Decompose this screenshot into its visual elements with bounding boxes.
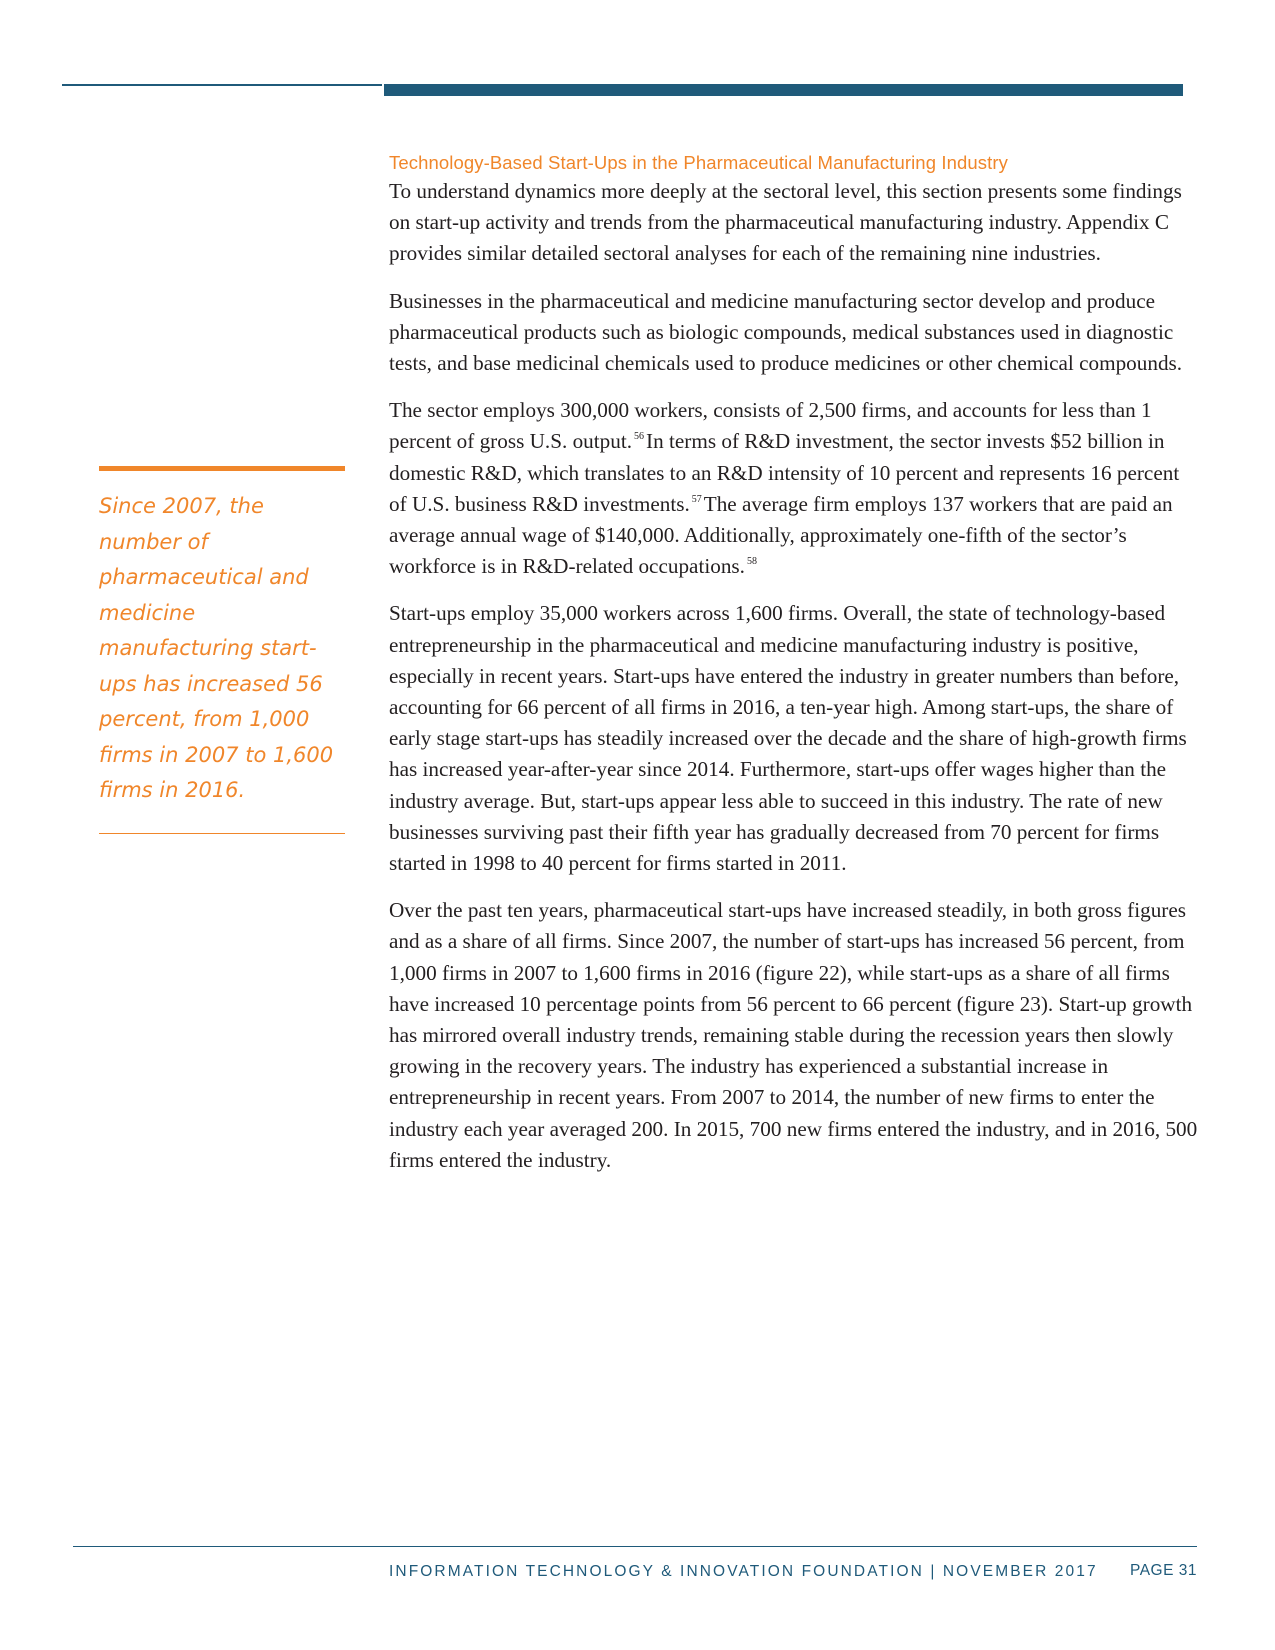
footnote-ref-57[interactable]: 57 xyxy=(691,493,702,505)
footnote-ref-58[interactable]: 58 xyxy=(746,556,757,568)
sector-stats-text-c: The average firm employs 137 workers that are paid an average annual wage of $140,000. Additionally, approximately one-fifth of the sector’s workforce is in R&D-related occupations. xyxy=(389,491,1173,579)
pull-quote-text: Since 2007, the number of pharmaceutical and medicine manufacturing start-ups has increased 56 percent, from 1,000 firms in 2007 to 1,600 firms in 2016. xyxy=(99,494,334,802)
paragraph-startup-trends: Over the past ten years, pharmaceutical start-ups have increased steadily, in both gross figures and as a share of all firms. Since 2007, the number of start-ups has increased 56 percent, from 1,000 firms in 2007 to 1,600 firms in 2016 (figure 22), while start-ups as a share of all firms have increased 10 percentage points from 56 percent to 66 percent (figure 23). Start-up growth has mirrored overall industry trends, remaining stable during the recession years then slowly growing in the recovery years. The industry has experienced a substantial increase in entrepreneurship in recent years. From 2007 to 2014, the number of new firms to enter the industry each year averaged 200. In 2015, 700 new firms entered the industry, and in 2016, 500 firms entered the industry. xyxy=(389,898,1198,1172)
section-heading: Technology-Based Start-Ups in the Pharmaceutical Manufacturing Industry xyxy=(389,152,1008,173)
paragraph-sector-definition: Businesses in the pharmaceutical and medicine manufacturing sector develop and produce pharmaceutical products such as biologic compounds, medical substances used in diagnostic tests, and base medicinal chemicals used to produce medicines or other chemical compounds. xyxy=(389,288,1183,376)
footer-rule xyxy=(73,1546,1197,1547)
footer-publisher: INFORMATION TECHNOLOGY & INNOVATION FOUNDATION | NOVEMBER 2017 xyxy=(389,1563,1098,1580)
paragraph-sector-stats xyxy=(389,395,1201,582)
pull-quote xyxy=(99,466,345,834)
sector-stats-text-b: In terms of R&D investment, the sector invests $52 billion in domestic R&D, which translates to an R&D intensity of 10 percent and represents 16 percent of U.S. business R&D investments. xyxy=(389,429,1180,516)
page-number: PAGE 31 xyxy=(1130,1562,1197,1579)
header-rule-thick xyxy=(384,84,1183,96)
sector-stats-text-a: The sector employs 300,000 workers, consists of 2,500 firms, and accounts for less than 1 percent of gross U.S. output. xyxy=(389,398,1152,454)
footnote-ref-56[interactable]: 56 xyxy=(634,431,645,443)
main-text-column xyxy=(389,176,1201,1192)
paragraph-intro: To understand dynamics more deeply at the sectoral level, this section presents some findings on start-up activity and trends from the pharmaceutical manufacturing industry. Appendix C provides similar detailed sectoral analyses for each of the remaining nine industries. xyxy=(389,179,1182,266)
header-rule-thin xyxy=(62,84,382,86)
paragraph-startup-overview: Start-ups employ 35,000 workers across 1,600 firms. Overall, the state of technology-based entrepreneurship in the pharmaceutical and medicine manufacturing industry is positive, especially in recent years. Start-ups have entered the industry in greater numbers than before, accounting for 66 percent of all firms in 2016, a ten-year high. Among start-ups, the share of early stage start-ups has steadily increased over the decade and the share of high-growth firms has increased year-after-year since 2014. Furthermore, start-ups offer wages higher than the industry average. But, start-ups appear less able to succeed in this industry. The rate of new businesses surviving past their fifth year has gradually decreased from 70 percent for firms started in 1998 to 40 percent for firms started in 2011. xyxy=(389,601,1187,876)
